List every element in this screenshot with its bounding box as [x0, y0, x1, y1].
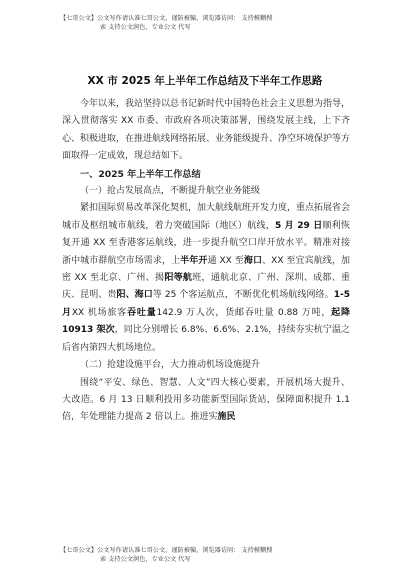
bold-run: 半年开	[180, 255, 208, 266]
bold-run: 1-5 月	[62, 290, 350, 318]
section1-heading: 一、2025 年上半年工作总结	[80, 168, 201, 180]
text-run: 通 XX 至	[207, 255, 244, 266]
text-run: 、XX 至宜宾航线，加密 XX 至北京、广州、揭	[62, 255, 350, 284]
text-run: 四大机场地位。	[98, 342, 162, 353]
footer-note-line2: 索 支持公文润色，专业公文 代写	[100, 556, 191, 563]
text-run: XX 机场旅客	[71, 307, 128, 318]
bold-run: 5 月 29 日	[274, 220, 323, 231]
header-note	[60, 14, 360, 32]
footer-note	[60, 546, 360, 564]
subsection1-paragraph	[62, 200, 350, 357]
subsection2-paragraph	[62, 375, 350, 427]
text-run: 142.9 万人次，货邮吞吐量 0.88 万吨，	[156, 307, 332, 318]
text-run: ，同比分别增长 6.8%、6.6%、2.1%，持续夯实杭宁温之后省内第	[62, 325, 350, 353]
bold-run: 海口	[243, 255, 263, 266]
subsection1-heading: （一）抢占发展高点，不断提升航空业务能级	[80, 186, 261, 197]
bold-run: 吞吐量	[127, 307, 157, 318]
header-note-line2: 索 支持公文润色，专业公文 代写	[100, 24, 191, 31]
text-run: 等 25 个客运航点，不断优化机场航线网络。	[152, 290, 334, 301]
text-run: 顺利恢复开通 XX 至香港客运航线，进一步提升航空口岸开放水平。精准对接浙中城市群航空市场需求，上	[62, 220, 350, 266]
footer-note-line1: 【七哥公文】公文写作请认准七哥公文，谨防被骗，浏览器访问： 支持模糊搜	[60, 547, 273, 554]
header-note-line1: 【七哥公文】公文写作请认准七哥公文，谨防被骗，浏览器访问： 支持模糊搜	[60, 15, 273, 22]
bold-run: 阳等航	[164, 273, 193, 284]
bold-run: 施民	[217, 412, 236, 423]
text-run: 班，通航北京、广州、深圳、成都、重庆、昆明、贵	[62, 273, 350, 301]
bold-run: 阳、海口	[116, 290, 153, 301]
bold-run: 起降 10913 架次	[62, 307, 350, 336]
intro-paragraph: 今年以来，我站坚持以总书记新时代中国特色社会主义思想为指导，深入贯彻落实 XX 市委、市政府各项决策部署，围绕发展主线，上下齐心、积极进取，在推进航线网络拓展、业务能级提升、净空环境保护等方面取得一定成效，现总结如下。	[62, 99, 351, 162]
text-run: 紧扣国际贸易改革深化契机，加大航线航班开发力度，重点拓展省会城市及枢纽城市航线，着力突破国际（地区）航线，	[62, 203, 351, 231]
subsection2-heading: （二）抢建设施平台，大力推动机场设施提升	[80, 360, 261, 371]
text-run: 围绕“平安、绿色、智慧、人文”四大核心要素，开展机场大提升、大改造。6 月 13 日顺利投用多功能新型国际货站，保障面积提升 1.1 倍，年处理能力提高 2 倍以上。推进实	[62, 377, 350, 423]
document-body	[62, 96, 350, 427]
document-title: XX 市 2025 年上半年工作总结及下半年工作思路	[87, 75, 323, 87]
